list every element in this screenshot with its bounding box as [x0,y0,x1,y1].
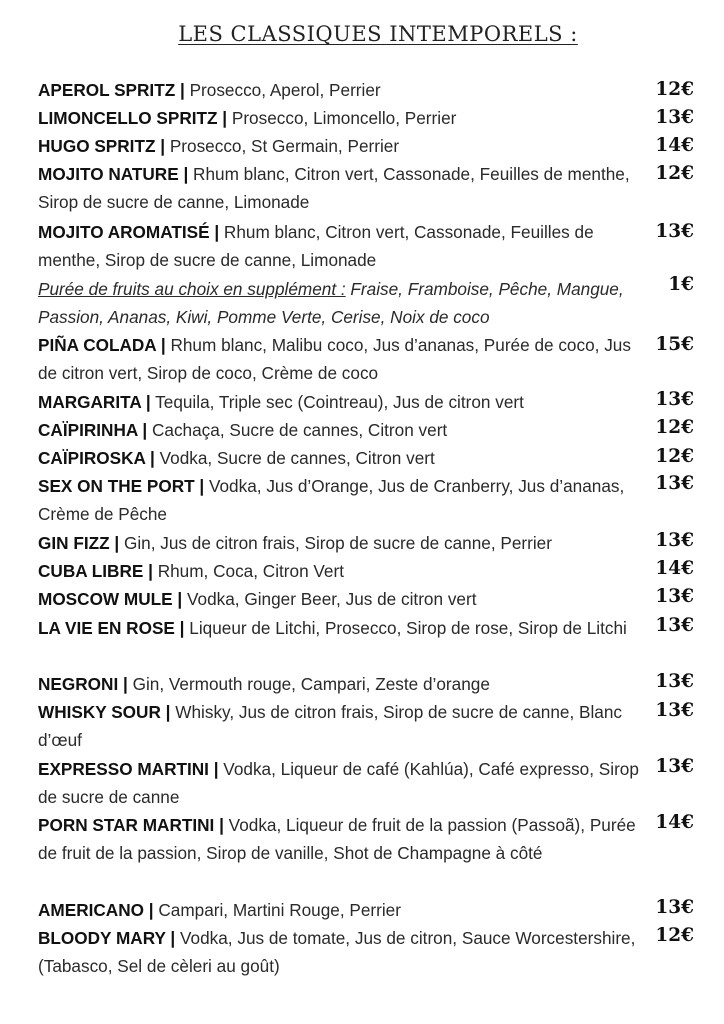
item-name: BLOODY MARY | [38,928,176,948]
item-description: Vodka, Sucre de cannes, Citron vert [154,448,435,468]
menu-item [38,585,642,613]
item-name: LIMONCELLO SPRITZ | [38,108,228,128]
item-price: 13€ [655,615,694,636]
item-name: NEGRONI | [38,674,128,694]
item-name: AMERICANO | [38,900,154,920]
menu-item [38,896,642,924]
item-description: Vodka, Liqueur de café (Kahlúa), Café expresso, Sirop de sucre de canne [38,759,639,808]
supplement-label: Purée de fruits au choix en supplément : [38,279,346,299]
supplement-options: Fraise, Framboise, Pêche, Mangue, Passion, Ananas, Kiwi, Pomme Verte, Cerise, Noix de coco [38,279,624,328]
item-price: 14€ [655,812,694,833]
item-price: 14€ [655,558,694,579]
menu-item [38,388,642,416]
item-name: SEX ON THE PORT | [38,476,205,496]
item-price: 12€ [655,446,694,467]
item-description: Gin, Jus de citron frais, Sirop de sucre de canne, Perrier [119,533,552,553]
item-description: Vodka, Jus de tomate, Jus de citron, Sauce Worcestershire, (Tabasco, Sel de cèleri au goût) [38,928,636,977]
menu-item [38,76,642,104]
item-description: Vodka, Jus d’Orange, Jus de Cranberry, Jus d’ananas, Crème de Pêche [38,476,625,525]
item-price: 13€ [655,473,694,494]
item-description: Whisky, Jus de citron frais, Sirop de sucre de canne, Blanc d’œuf [38,702,623,751]
item-description: Cachaça, Sucre de cannes, Citron vert [147,420,448,440]
menu-item [38,472,642,529]
item-name: GIN FIZZ | [38,533,120,553]
item-description: Rhum blanc, Citron vert, Cassonade, Feuilles de menthe, Sirop de sucre de canne, Limonade [38,164,630,213]
item-price: 13€ [655,389,694,410]
item-price: 13€ [655,700,694,721]
item-name: HUGO SPRITZ | [38,136,166,156]
item-price: 12€ [655,163,694,184]
menu-item [38,614,642,642]
menu-item [38,416,642,444]
menu-item [38,755,642,812]
menu-item [38,104,642,132]
item-price: 13€ [655,671,694,692]
item-description: Tequila, Triple sec (Cointreau), Jus de citron vert [150,392,524,412]
item-name: MOSCOW MULE | [38,589,183,609]
menu-item [38,331,642,388]
item-description: Vodka, Ginger Beer, Jus de citron vert [182,589,477,609]
item-name: LA VIE EN ROSE | [38,618,185,638]
item-name: MARGARITA | [38,392,151,412]
item-price: 13€ [655,586,694,607]
menu-item [38,132,642,160]
menu-item [38,811,642,868]
item-description: Prosecco, Aperol, Perrier [184,80,381,100]
menu-item [38,160,642,217]
item-price: 13€ [655,221,694,242]
item-price: 12€ [655,417,694,438]
item-description: Rhum blanc, Citron vert, Cassonade, Feuilles de menthe, Sirop de sucre de canne, Limonade [38,222,594,271]
menu-item [38,218,642,275]
item-description: Rhum blanc, Malibu coco, Jus d’ananas, Purée de coco, Jus de citron vert, Sirop de coco, Crème de coco [38,335,631,384]
item-price: 12€ [655,79,694,100]
item-name: CAÏPIRINHA | [38,420,148,440]
menu-item [38,698,642,755]
item-price: 14€ [655,135,694,156]
item-description: Vodka, Liqueur de fruit de la passion (Passoã), Purée de fruit de la passion, Sirop de vanille, Shot de Champagne à côté [38,815,636,864]
item-name: PORN STAR MARTINI | [38,815,224,835]
item-name: PIÑA COLADA | [38,335,166,355]
item-price: 15€ [655,334,694,355]
supplement-price: 1€ [668,274,694,295]
menu-item [38,529,642,557]
menu-item [38,557,642,585]
item-price: 13€ [655,107,694,128]
item-description: Prosecco, Limoncello, Perrier [227,108,457,128]
menu-item [38,670,642,698]
item-name: APEROL SPRITZ | [38,80,185,100]
item-price: 12€ [655,925,694,946]
item-name: CAÏPIROSKA | [38,448,155,468]
page-title: LES CLASSIQUES INTEMPORELS : [178,22,578,46]
item-price: 13€ [655,756,694,777]
item-price: 13€ [655,897,694,918]
item-description: Gin, Vermouth rouge, Campari, Zeste d’orange [127,674,490,694]
item-name: MOJITO AROMATISÉ | [38,222,220,242]
item-description: Prosecco, St Germain, Perrier [165,136,400,156]
menu-item [38,924,642,981]
item-name: WHISKY SOUR | [38,702,171,722]
item-name: EXPRESSO MARTINI | [38,759,219,779]
item-price: 13€ [655,530,694,551]
item-description: Rhum, Coca, Citron Vert [152,561,344,581]
item-name: CUBA LIBRE | [38,561,153,581]
item-name: MOJITO NATURE | [38,164,189,184]
item-description: Liqueur de Litchi, Prosecco, Sirop de rose, Sirop de Litchi [184,618,627,638]
menu-item [38,444,642,472]
supplement-note [38,275,642,332]
item-description: Campari, Martini Rouge, Perrier [153,900,401,920]
